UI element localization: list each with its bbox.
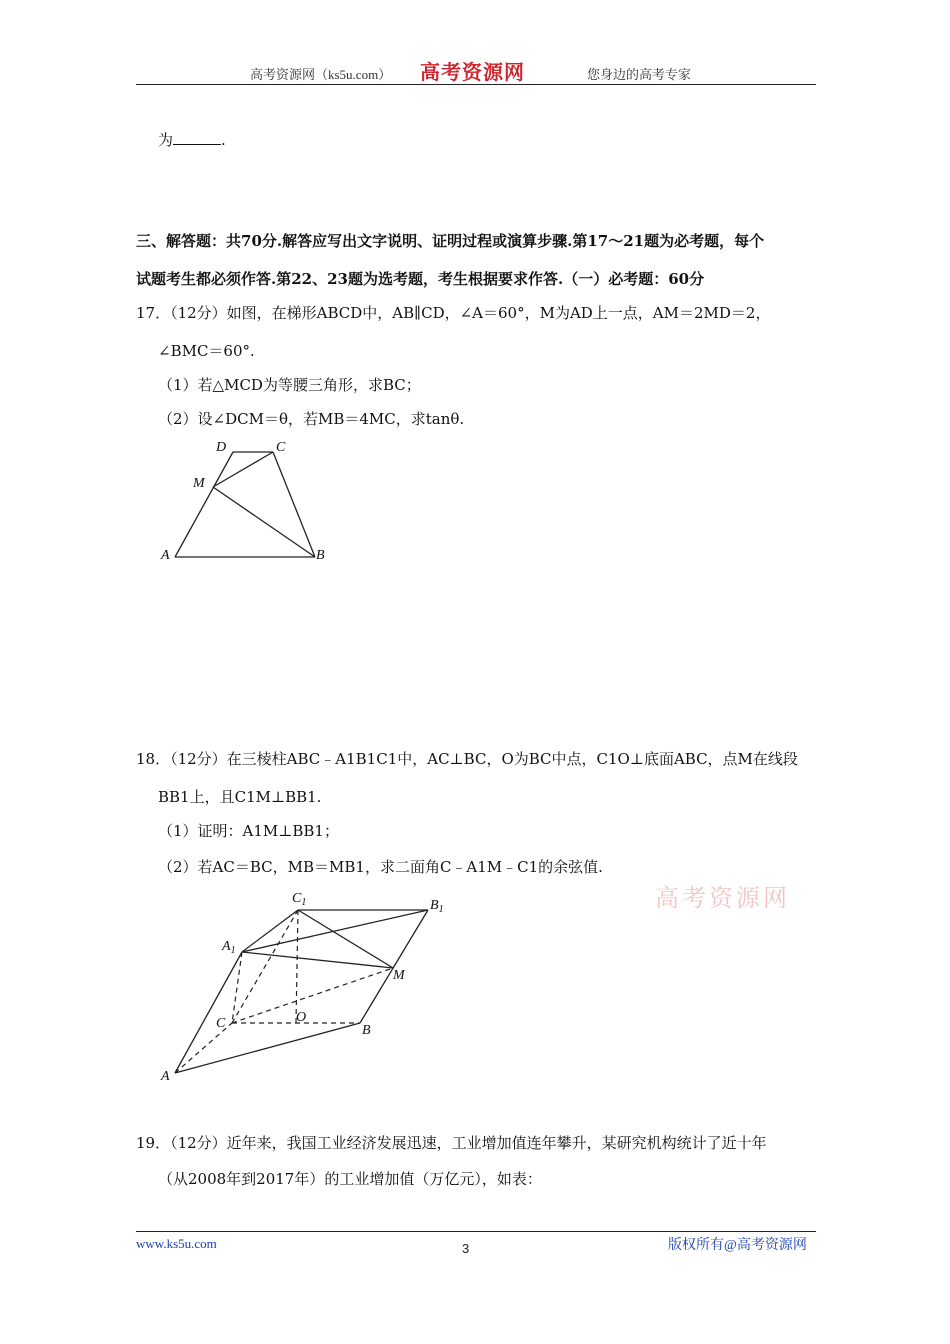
header-rule: [136, 84, 816, 85]
header-left-text: 高考资源网（ks5u.com）: [250, 67, 392, 82]
header-logo: 高考资源网: [420, 60, 525, 84]
answer-blank: [173, 143, 221, 145]
edge-A1A: [175, 952, 242, 1073]
segment-MB: [213, 487, 315, 557]
label-M: M: [393, 968, 405, 983]
label-A: A: [161, 1069, 170, 1084]
label-D: D: [216, 440, 227, 455]
label-A1: $A_1$: [222, 939, 236, 956]
q17-trapezoid-figure: [150, 432, 350, 572]
q19-line2: （从2008年到2017年）的工业增加值（万亿元），如表：: [158, 1170, 542, 1188]
header-right-text: 您身边的高考专家: [587, 67, 692, 82]
label-M: M: [193, 476, 205, 491]
continuation-suffix: .: [221, 131, 226, 149]
edge-B1B: [360, 910, 428, 1023]
footer-copyright: 版权所有@高考资源网: [668, 1238, 807, 1253]
label-O: O: [296, 1010, 307, 1025]
q17-line2: ∠BMC＝60°.: [158, 342, 255, 360]
footer-link[interactable]: www.ks5u.com: [136, 1236, 217, 1251]
watermark: 高考资源网: [655, 884, 790, 912]
label-C: C: [276, 440, 286, 455]
segment-MC: [213, 452, 273, 487]
edge-C1C: [232, 910, 298, 1023]
segment-AD: [175, 452, 233, 557]
section3-line1: 三、解答题：共70分.解答应写出文字说明、证明过程或演算步骤.第17～21题为必考题，每个: [136, 232, 765, 250]
q18-part2: （2）若AC＝BC，MB＝MB1，求二面角C﹣A1M﹣C1的余弦值.: [158, 858, 603, 876]
q18-part1: （1）证明：A1M⊥BB1；: [158, 822, 339, 840]
label-B: B: [316, 548, 325, 563]
footer-rule: [136, 1231, 816, 1232]
q17-part2: （2）设∠DCM＝θ，若MB＝4MC，求tanθ.: [158, 410, 465, 428]
q17-part1: （1）若△MCD为等腰三角形，求BC；: [158, 376, 421, 394]
section3-line2: 试题考生都必须作答.第22、23题为选考题，考生根据要求作答.（一）必考题：60分: [136, 270, 705, 288]
label-C1: $C_1$: [292, 891, 307, 908]
segment-A1C: [232, 952, 242, 1023]
continuation-line: [158, 129, 226, 150]
label-C: C: [216, 1016, 226, 1031]
label-B: B: [362, 1023, 371, 1038]
segment-CM: [232, 968, 393, 1023]
label-A: A: [161, 548, 170, 563]
label-B1: $B_1$: [430, 898, 444, 915]
segment-C1O: [296, 910, 298, 1023]
q18-line2: BB1上，且C1M⊥BB1.: [158, 788, 322, 806]
q18-prism-figure: [150, 880, 470, 1085]
q18-line1: 18．（12分）在三棱柱ABC﹣A1B1C1中，AC⊥BC，O为BC中点，C1O⊥底面ABC，点M在线段: [136, 750, 798, 768]
segment-CB: [273, 452, 315, 557]
page-number: 3: [462, 1241, 470, 1256]
q19-line1: 19．（12分）近年来，我国工业经济发展迅速，工业增加值连年攀升，某研究机构统计了近十年: [136, 1134, 767, 1152]
continuation-prefix: 为: [158, 131, 174, 149]
q17-line1: 17．（12分）如图，在梯形ABCD中，AB∥CD，∠A＝60°，M为AD上一点，AM＝2MD＝2，: [136, 304, 771, 322]
